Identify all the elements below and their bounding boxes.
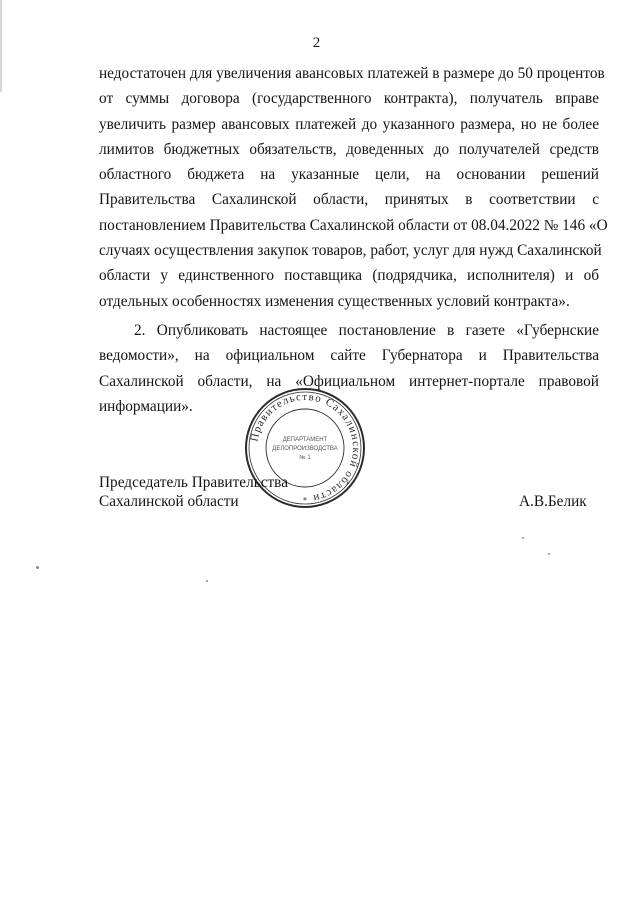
signature-position-line-2: Сахалинской области	[99, 493, 239, 510]
paragraph-1-line: области у единственного поставщика (подрядчика, исполнителя) и об	[99, 267, 599, 285]
signature-position	[99, 473, 288, 511]
scan-speck	[548, 553, 550, 555]
paragraph-1-line: недостаточен для увеличения авансовых платежей в размере до 50 процентов	[99, 65, 605, 82]
scan-speck	[36, 566, 39, 569]
scan-speck	[206, 580, 208, 582]
paragraph-1-line: постановлением Правительства Сахалинской области от 08.04.2022 № 146 «О	[99, 216, 608, 234]
paragraph-1-line: увеличить размер авансовых платежей до указанного размера, но не более	[99, 115, 599, 133]
signatory-name: А.В.Белик	[519, 493, 587, 510]
scan-speck	[522, 537, 524, 539]
paragraph-1-line: Правительства Сахалинской области, принятых в соответствии с	[99, 191, 599, 209]
paragraph-1-line: случаях осуществления закупок товаров, работ, услуг для нужд Сахалинской	[99, 242, 602, 260]
paragraph-2-line: Сахалинской области, на «Официальном интернет-портале правовой	[99, 372, 599, 390]
seal-ring-text: Правительство Сахалинской области	[248, 390, 363, 505]
seal-center-line-2: ДЕЛОПРОИЗВОДСТВА	[272, 446, 338, 452]
paragraph-2-line: ведомости», на официальном сайте Губернатора и Правительства	[99, 347, 599, 365]
paragraph-2-line: 2. Опубликовать настоящее постановление в газете «Губернские	[134, 322, 599, 339]
paragraph-1-line: лимитов бюджетных обязательств, доведенных до получателей средств	[99, 140, 599, 158]
seal-star-icon: *	[303, 496, 307, 505]
page-number: 2	[312, 35, 321, 51]
seal-center-line-1: ДЕПАРТАМЕНТ	[282, 437, 328, 443]
paragraph-1	[99, 61, 608, 314]
paragraph-1-line: областного бюджета на указанные цели, на основании решений	[99, 166, 599, 184]
paragraph-1-line: от суммы договора (государственного контракта), получатель вправе	[99, 90, 599, 108]
paragraph-2-line: информации».	[99, 397, 193, 415]
signature-position-line-1: Председатель Правительства	[99, 474, 288, 491]
seal-center-line-3: № 1	[299, 455, 311, 461]
paragraph-1-line: отдельных особенностях изменения существенных условий контракта».	[99, 292, 570, 310]
